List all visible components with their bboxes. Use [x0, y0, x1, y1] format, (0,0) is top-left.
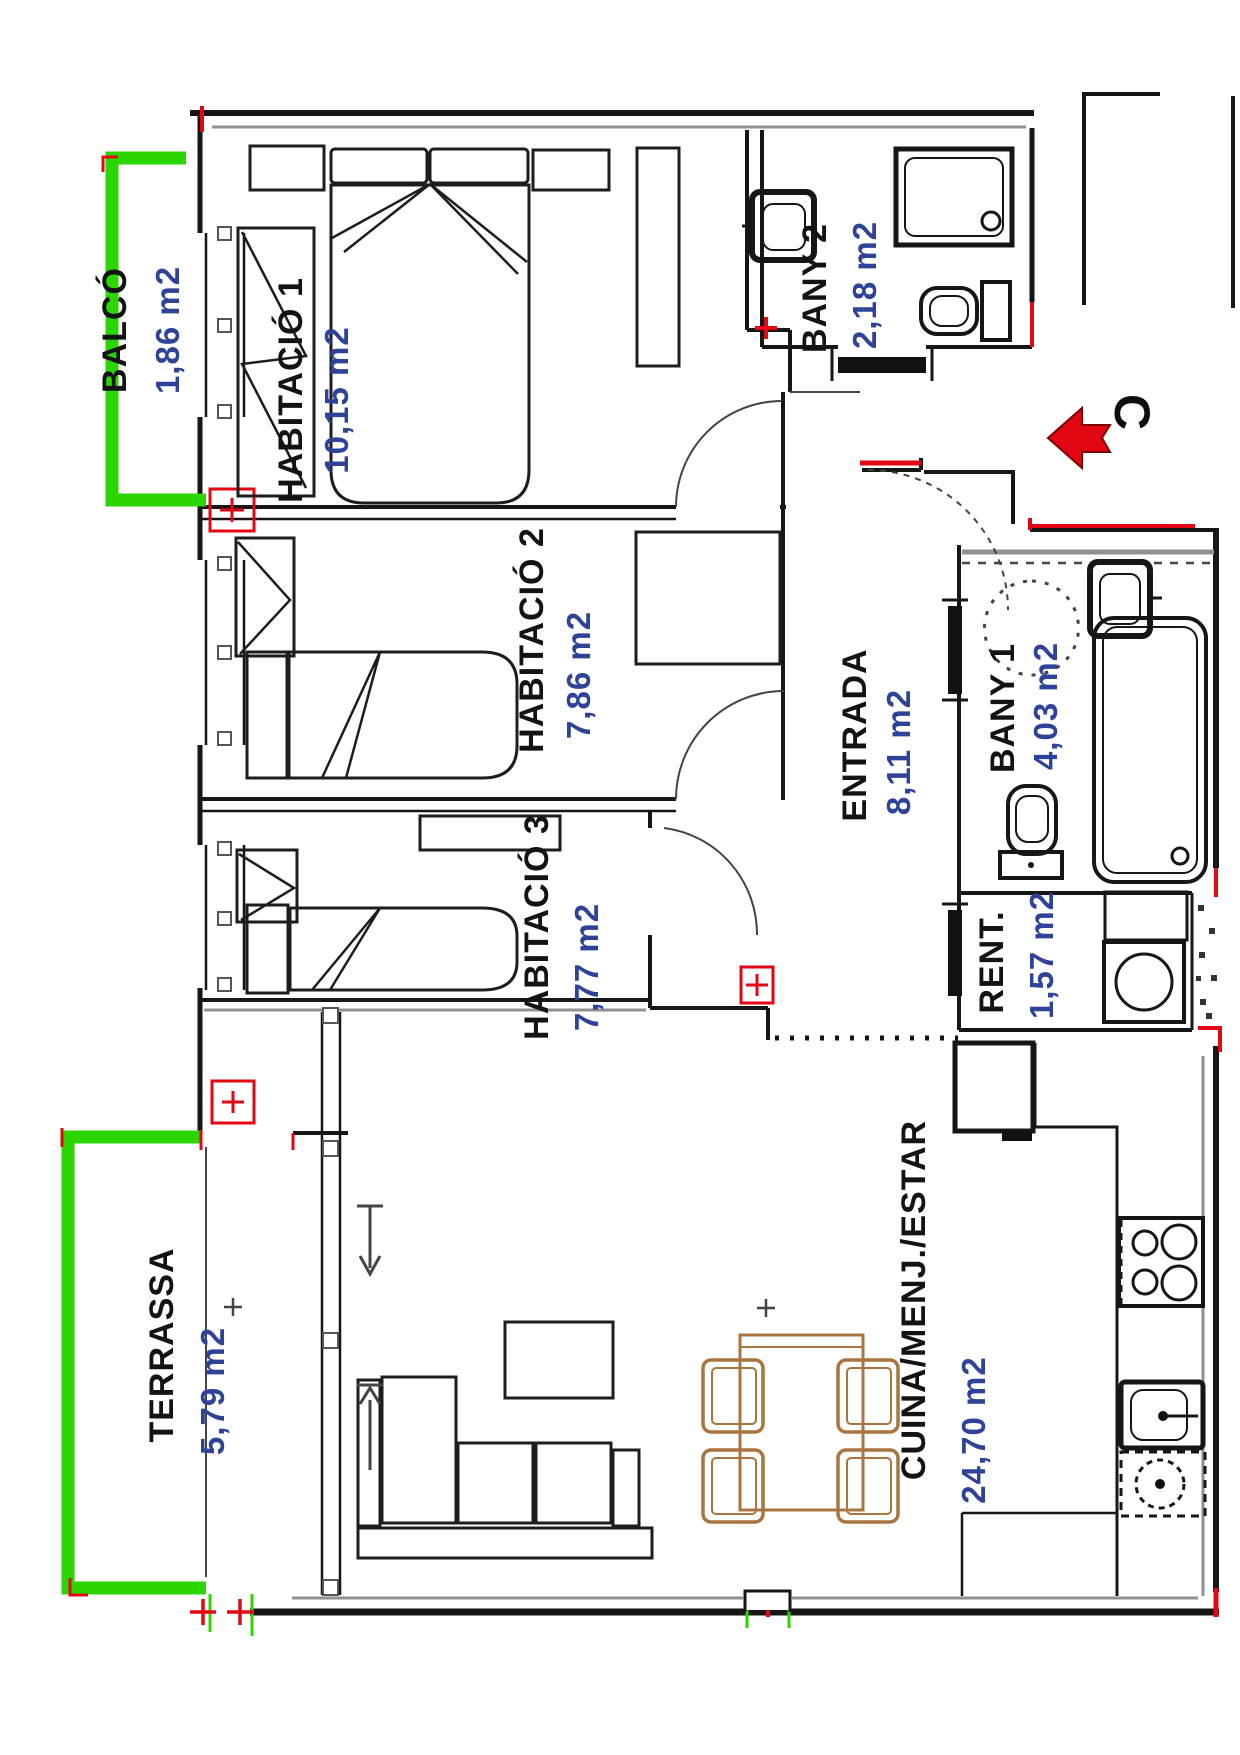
room-area-habitacio-1: 10,15 m2 — [318, 326, 355, 474]
section-arrow-label: C — [1103, 393, 1160, 431]
room-label-balco: BALCÓ — [96, 267, 134, 393]
window-left-habitacio-2 — [206, 557, 244, 745]
room-area-rentador: 1,57 m2 — [1023, 890, 1060, 1020]
room-area-bany-2: 2,18 m2 — [846, 220, 883, 350]
rentador-fixtures — [1104, 892, 1187, 1022]
fridge — [955, 1043, 1033, 1131]
dining-set — [703, 1335, 898, 1522]
single-bed — [290, 908, 517, 990]
dining-chairs — [703, 1360, 898, 1522]
room-label-habitacio-2: HABITACIÓ 2 — [513, 527, 551, 753]
habitacio2-furniture — [236, 532, 780, 778]
room-area-habitacio-2: 7,86 m2 — [560, 610, 597, 740]
room-label-cuina: CUINA/MENJ./ESTAR — [895, 1119, 933, 1481]
room-label-entrada: ENTRADA — [836, 648, 874, 822]
room-label-bany-2: BANY 2 — [796, 222, 834, 354]
sliding-door-rentador — [948, 910, 962, 996]
single-bed — [289, 652, 517, 778]
glass-wall-terrassa — [322, 1008, 340, 1595]
room-area-habitacio-3: 7,77 m2 — [568, 902, 605, 1032]
bathtub — [1094, 618, 1206, 882]
room-area-entrada: 8,11 m2 — [880, 688, 917, 816]
coffee-table — [505, 1322, 613, 1398]
habitacio3-furniture — [237, 816, 560, 993]
room-label-habitacio-1: HABITACIÓ 1 — [272, 277, 310, 503]
room-area-balco: 1,86 m2 — [149, 265, 186, 395]
desk — [636, 532, 780, 664]
room-label-bany-1: BANY 1 — [984, 642, 1022, 774]
sliding-door-bany1 — [948, 606, 962, 694]
section-arrow — [1048, 394, 1160, 468]
sliding-door-bany2 — [838, 357, 926, 373]
room-labels — [96, 221, 1064, 1504]
sofa — [358, 1377, 652, 1558]
room-label-terrassa: TERRASSA — [143, 1247, 181, 1443]
section-arrow-icon — [1048, 408, 1110, 468]
room-area-bany-1: 4,03 m2 — [1027, 641, 1064, 771]
room-area-terrassa: 5,79 m2 — [194, 1326, 231, 1456]
bottom-wall-notch — [745, 1590, 790, 1612]
wardrobe — [250, 146, 324, 190]
texture-dots — [1196, 905, 1217, 1019]
double-bed — [331, 185, 529, 503]
room-label-rentador: RENT. — [973, 910, 1011, 1014]
room-area-cuina: 24,70 m2 — [955, 1356, 992, 1504]
survey-cross-marks — [224, 1298, 775, 1317]
room-label-habitacio-3: HABITACIÓ 3 — [518, 814, 556, 1040]
